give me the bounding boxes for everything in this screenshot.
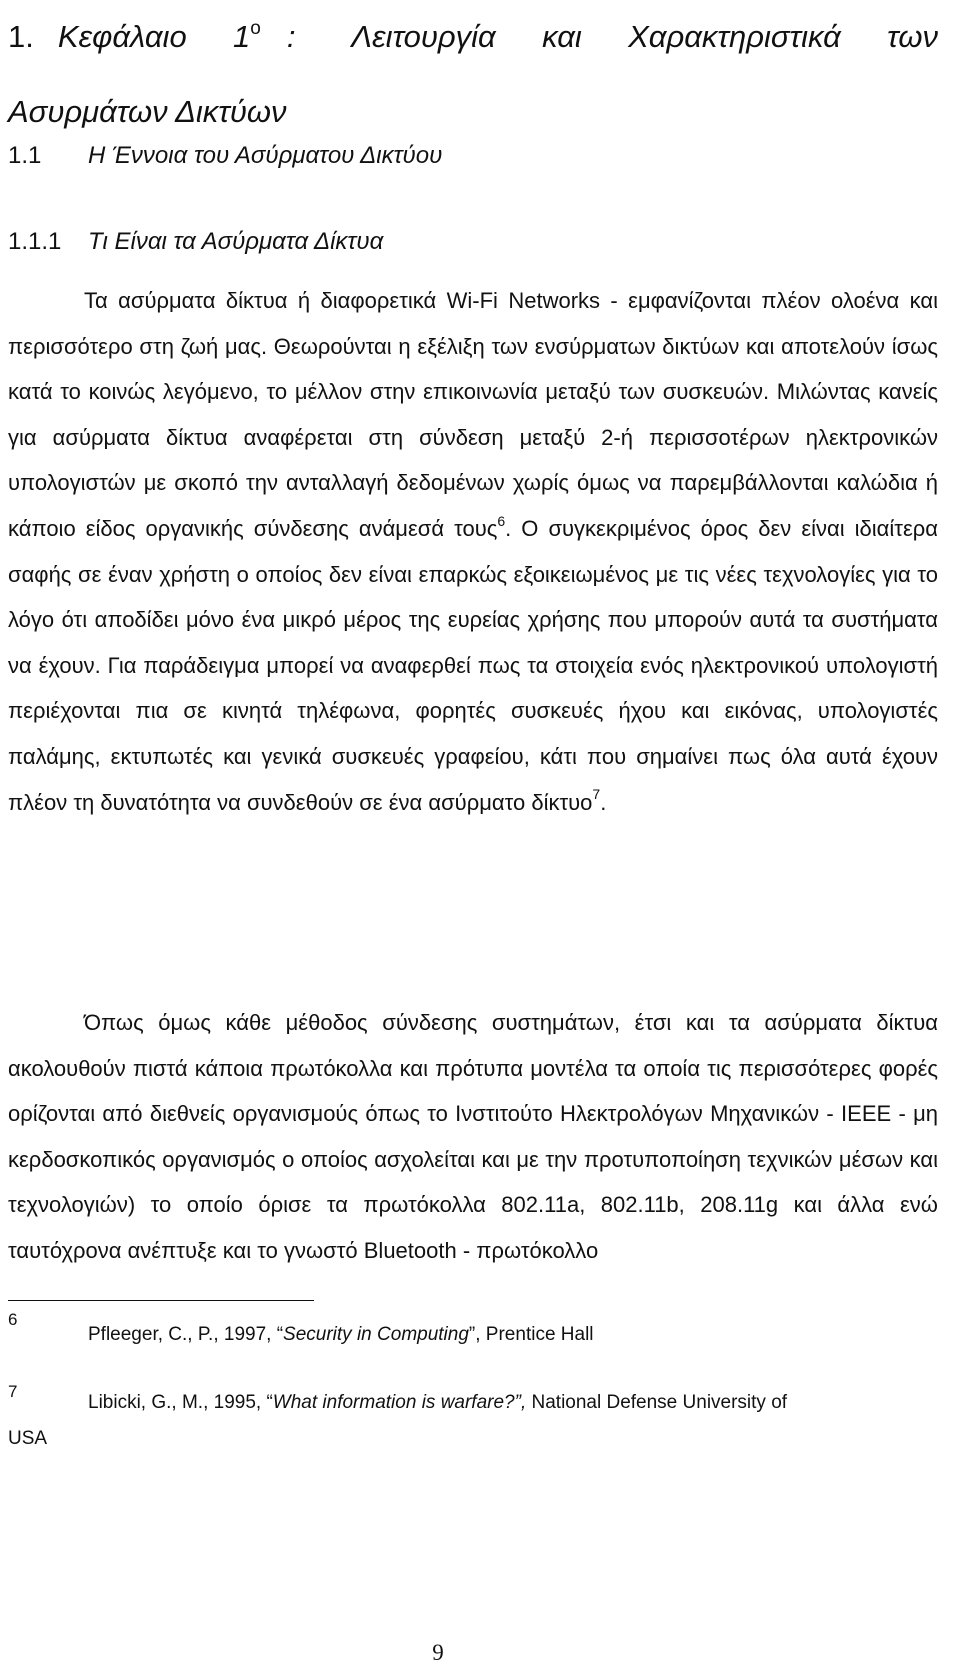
paragraph-1-text-c: . bbox=[600, 789, 607, 815]
footnote-citation-suffix: National Defense University of bbox=[526, 1392, 788, 1413]
chapter-title-main: Λειτουργία και Χαρακτηριστικά των bbox=[351, 19, 938, 54]
page-number: 9 bbox=[432, 1640, 444, 1665]
footnote-citation-suffix: ”, Prentice Hall bbox=[468, 1324, 594, 1345]
chapter-heading bbox=[8, 2, 938, 147]
footnote-ref-7[interactable]: 7 bbox=[592, 786, 601, 803]
chapter-title-prefix: Κεφάλαιο 1 bbox=[57, 19, 251, 54]
section-heading bbox=[8, 142, 442, 170]
section-number: 1.1 bbox=[8, 142, 42, 169]
paragraph-2-text: Όπως όμως κάθε μέθοδος σύνδεσης συστημάτων, έτσι και τα ασύρματα δίκτυα ακολουθούν πιστά κάποια πρωτόκολλα και πρότυπα μοντέλα τα οποία τις περισσότερες φορές ορίζονται από διεθνείς οργανισμούς όπως το Ινστιτούτο Ηλεκτρολόγων Μηχανικών - IEEE - μη κερδοσκοπικός οργανισμός ο οποίος ασχολείται και με την προτυποποίηση τεχνικών μέσων και τεχνολογιών) το οποίο όρισε τα πρωτόκολλα 802.11a, 802.11b, 208.11g και άλλα ενώ ταυτόχρονα ανέπτυξε και το γνωστό Bluetooth - πρωτόκολλο bbox=[8, 1010, 938, 1263]
chapter-title-continuation: Ασυρμάτων Δικτύων bbox=[8, 94, 287, 129]
footnote-ref-6[interactable]: 6 bbox=[497, 512, 506, 529]
chapter-ordinal-superscript: ο bbox=[250, 18, 261, 39]
footnote-work-title: What information is warfare?”, bbox=[272, 1392, 527, 1413]
chapter-heading-line-1 bbox=[8, 2, 938, 77]
section-title: Η Έννοια του Ασύρματου Δικτύου bbox=[88, 142, 443, 169]
footnote-citation-prefix: Libicki, G., M., 1995, “ bbox=[88, 1392, 273, 1413]
paragraph-1-text-b: . Ο συγκεκριμένος όρος δεν είναι ιδιαίτερα σαφής σε έναν χρήστη ο οποίος δεν είναι επαρκώς εξοικειωμένος με τις νέες τεχνολογίες για το λόγο ότι αποδίδει μόνο ένα μικρό μέρος της ευρείας χρήσης που μπορούν αυτά τα συστήματα να έχουν. Για παράδειγμα μπορεί να αναφερθεί πως τα στοιχεία ενός ηλεκτρονικού υπολογιστή περιέχονται πια σε κινητά τηλέφωνα, φορητές συσκευές ήχου και εικόνας, υπολογιστές παλάμης, εκτυπωτές και γενικά συσκευές γραφείου, κάτι που σημαίνει πως όλα αυτά έχουν πλέον τη δυνατότητα να συνδεθούν σε ένα ασύρματο δίκτυο bbox=[8, 515, 939, 815]
footnote-citation-prefix: Pfleeger, C., P., 1997, “ bbox=[88, 1324, 284, 1345]
subsection-number: 1.1.1 bbox=[8, 228, 62, 255]
body-paragraph-1 bbox=[8, 278, 938, 825]
footnote-mark: 7 bbox=[8, 1382, 18, 1401]
footnote-text bbox=[88, 1392, 787, 1414]
footnote-continuation: USA bbox=[8, 1428, 48, 1449]
paragraph-1-text-a: Τα ασύρματα δίκτυα ή διαφορετικά Wi-Fi Networks - εμφανίζονται πλέον ολοένα και περισσότερο στη ζωή μας. Θεωρούνται η εξέλιξη των ενσύρματων δικτύων και αποτελούν ίσως κατά το κοινώς λεγόμενο, το μέλλον στην επικοινωνία μεταξύ των συσκευών. Μιλώντας κανείς για ασύρματα δίκτυα αναφέρεται στη σύνδεση μεταξύ 2-ή περισσοτέρων ηλεκτρονικών υπολογιστών με σκοπό την ανταλλαγή δεδομένων χωρίς όμως να παρεμβάλλονται καλώδια ή κάποιο είδος οργανικής σύνδεσης ανάμεσά τους bbox=[8, 288, 938, 541]
subsection-title: Τι Είναι τα Ασύρματα Δίκτυα bbox=[88, 228, 384, 255]
body-paragraph-2 bbox=[8, 1000, 938, 1274]
footnote-work-title: Security in Computing bbox=[283, 1324, 469, 1345]
chapter-number: 1. bbox=[8, 19, 34, 54]
footnote-separator bbox=[8, 1300, 314, 1301]
footnote-text bbox=[88, 1324, 594, 1346]
chapter-separator: : bbox=[286, 19, 296, 54]
footnote-mark: 6 bbox=[8, 1310, 18, 1329]
subsection-heading bbox=[8, 228, 383, 256]
